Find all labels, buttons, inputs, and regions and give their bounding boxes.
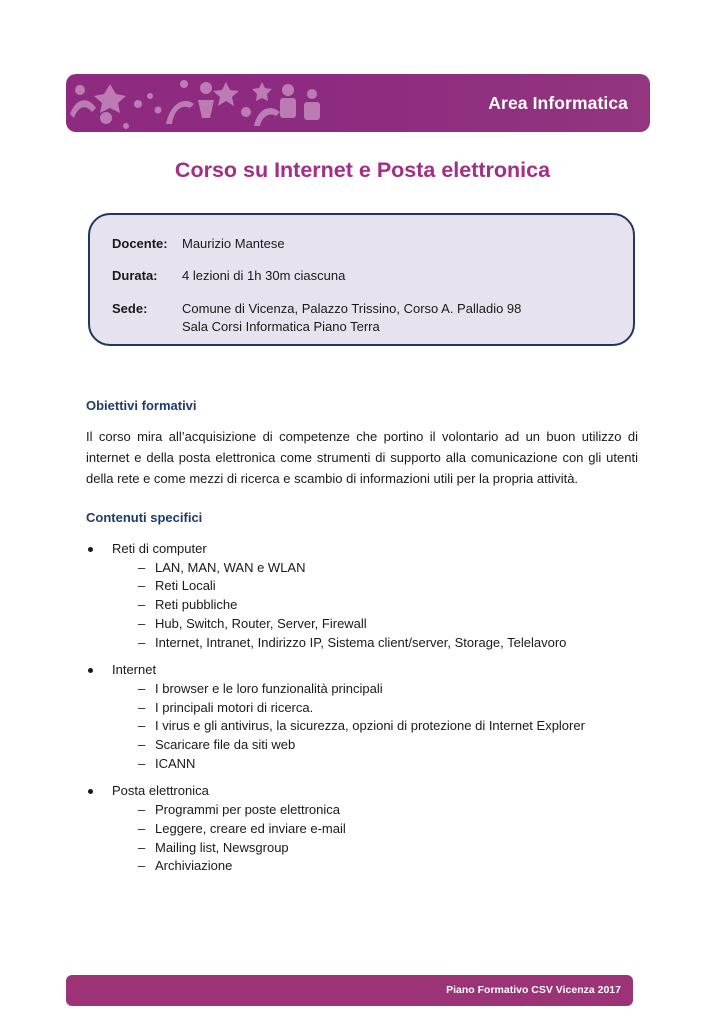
- contents-list: [86, 540, 585, 885]
- bullet-icon: [88, 547, 93, 552]
- sub-item: [112, 699, 585, 718]
- dash-icon: –: [138, 839, 146, 855]
- info-label: Durata:: [112, 268, 158, 283]
- dash-icon: –: [138, 597, 146, 613]
- decorative-figures-icon: [66, 74, 396, 132]
- sub-item: [112, 680, 585, 699]
- contents-heading: Contenuti specifici: [86, 510, 203, 525]
- sub-item-label: I virus e gli antivirus, la sicurezza, opzioni di protezione di Internet Explorer: [155, 718, 585, 734]
- sub-item-label: Reti pubbliche: [155, 597, 238, 613]
- dash-icon: –: [138, 634, 146, 650]
- list-item-label: Posta elettronica: [112, 783, 209, 799]
- info-label: Sede:: [112, 301, 148, 316]
- sub-item-label: Leggere, creare ed inviare e-mail: [155, 820, 346, 836]
- dash-icon: –: [138, 737, 146, 753]
- list-item-label: Reti di computer: [112, 541, 207, 556]
- info-label: Docente:: [112, 236, 168, 251]
- page-title: Corso su Internet e Posta elettronica: [174, 158, 551, 182]
- sub-item-label: Scaricare file da siti web: [155, 737, 296, 753]
- bullet-icon: [88, 668, 93, 673]
- course-info-box: [88, 213, 635, 346]
- sub-item: [112, 596, 585, 615]
- sub-item-label: Internet, Intranet, Indirizzo IP, Sistema client/server, Storage, Telelavoro: [155, 634, 567, 650]
- header-banner: [66, 74, 650, 132]
- sub-item: [112, 736, 585, 755]
- dash-icon: –: [138, 615, 146, 631]
- sub-item-label: Programmi per poste elettronica: [155, 802, 340, 818]
- footer-text: Piano Formativo CSV Vicenza 2017: [446, 984, 621, 996]
- sub-item: [112, 559, 585, 578]
- objectives-text: Il corso mira all’acquisizione di competenze che portino il volontario ad un buon utilizzo di internet e della posta elettronica come strumenti di supporto alla comunicazione con gli utenti della rete e come mezzi di ricerca e scambio di informazioni utili per la propria attività.: [86, 429, 638, 486]
- sub-item: [112, 615, 585, 634]
- info-value: Sala Corsi Informatica Piano Terra: [182, 319, 380, 334]
- sub-item-label: LAN, MAN, WAN e WLAN: [155, 559, 306, 575]
- info-value: 4 lezioni di 1h 30m ciascuna: [182, 268, 346, 283]
- dash-icon: –: [138, 802, 146, 818]
- dash-icon: –: [138, 718, 146, 734]
- sub-item: [112, 717, 585, 736]
- sub-item: [112, 857, 585, 876]
- sub-item: [112, 634, 585, 653]
- dash-icon: –: [138, 559, 146, 575]
- sub-item: [112, 820, 585, 839]
- dash-icon: –: [138, 858, 146, 874]
- list-item: [86, 661, 585, 773]
- sub-item-label: Archiviazione: [155, 858, 233, 874]
- bullet-icon: [88, 789, 93, 794]
- info-value: Maurizio Mantese: [182, 236, 285, 251]
- dash-icon: –: [138, 680, 146, 696]
- sub-item-label: Mailing list, Newsgroup: [155, 839, 289, 855]
- sub-item-label: Reti Locali: [155, 578, 216, 594]
- info-value: Comune di Vicenza, Palazzo Trissino, Corso A. Palladio 98: [182, 301, 522, 316]
- list-item: [86, 782, 585, 876]
- sub-item: [112, 755, 585, 774]
- objectives-heading: Obiettivi formativi: [86, 398, 197, 413]
- dash-icon: –: [138, 699, 146, 715]
- dash-icon: –: [138, 820, 146, 836]
- sub-item: [112, 839, 585, 858]
- banner-title: Area Informatica: [488, 93, 628, 113]
- footer-bar: [66, 975, 633, 1006]
- sub-item: [112, 577, 585, 596]
- sub-item-label: I principali motori di ricerca.: [155, 699, 314, 715]
- list-item-label: Internet: [112, 662, 157, 678]
- dash-icon: –: [138, 578, 146, 594]
- sub-item-label: I browser e le loro funzionalità principali: [155, 680, 383, 696]
- list-item: [86, 540, 585, 652]
- sub-item: [112, 801, 585, 820]
- sub-item-label: ICANN: [155, 755, 196, 771]
- dash-icon: –: [138, 755, 146, 771]
- sub-item-label: Hub, Switch, Router, Server, Firewall: [155, 615, 367, 631]
